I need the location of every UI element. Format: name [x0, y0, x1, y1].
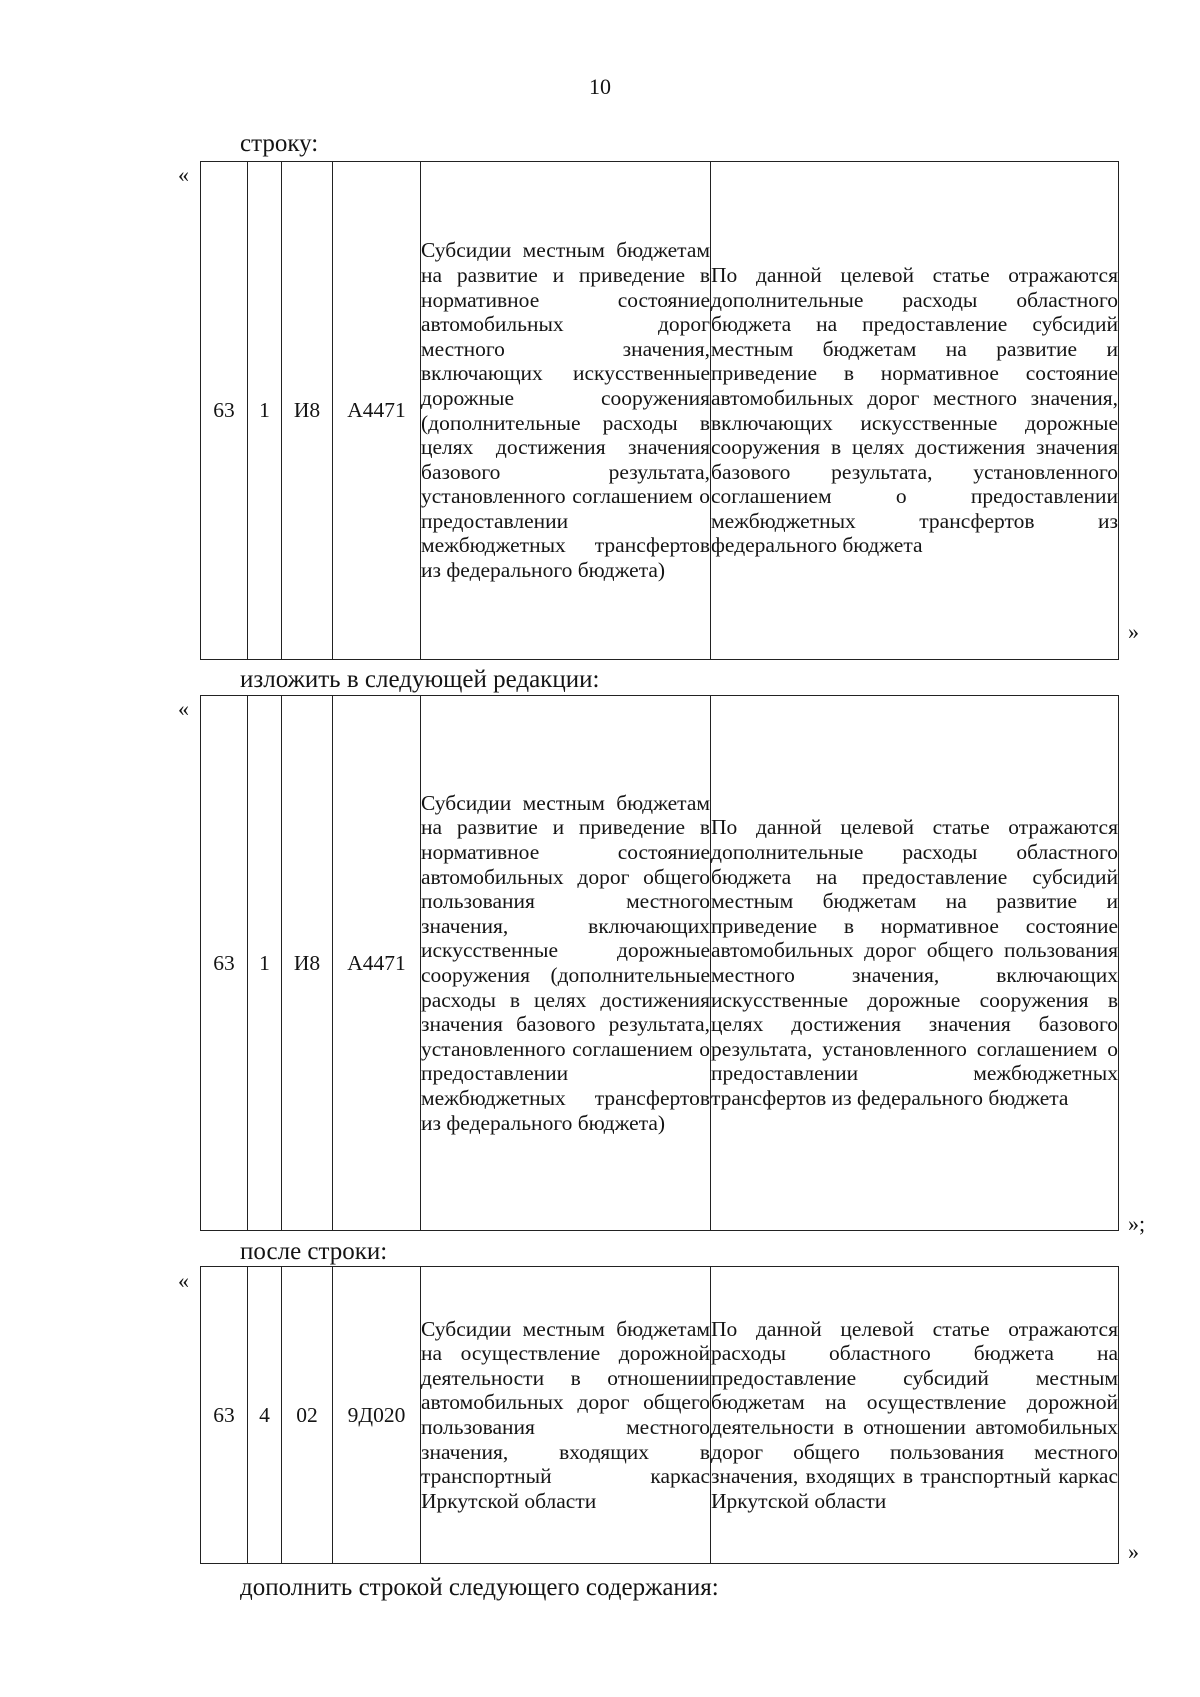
- cell-code-3: 02: [282, 1267, 333, 1564]
- table-row: [201, 162, 1119, 660]
- close-quote: »: [1128, 619, 1139, 644]
- label-append-row: дополнить строкой следующего содержания:: [240, 1574, 719, 1601]
- table-old-row: [200, 161, 1119, 660]
- cell-code-2: 1: [248, 696, 282, 1231]
- cell-name: Субсидии местным бюджетам на развитие и приведение в нормативное состояние автомобильных дорог общего пользования местного значения, включающих искусственные дорожные сооружения (дополнительные расходы в целях достижения значения базового результата, установленного соглашением о предоставлении межбюджетных трансфертов из федерального бюджета): [421, 696, 711, 1231]
- cell-code-3: И8: [282, 162, 333, 660]
- cell-note: По данной целевой статье отражаются расходы областного бюджета на предоставление субсидий местным бюджетам на осуществление дорожной деятельности в отношении автомобильных дорог общего пользования местного значения, входящих в транспортный каркас Иркутской области: [711, 1267, 1119, 1564]
- cell-code-1: 63: [201, 162, 248, 660]
- close-quote-semicolon: »;: [1128, 1211, 1146, 1236]
- cell-code-4: А4471: [333, 162, 421, 660]
- cell-note: По данной целевой статье отражаются дополнительные расходы областного бюджета на предоставление субсидий местным бюджетам на развитие и приведение в нормативное состояние автомобильных дорог местного значения, включающих искусственные дорожные сооружения в целях достижения значения базового результата, установленного соглашением о предоставлении межбюджетных трансфертов из федерального бюджета: [711, 162, 1119, 660]
- table-after-row: [200, 1266, 1119, 1564]
- cell-code-2: 1: [248, 162, 282, 660]
- cell-code-4: 9Д020: [333, 1267, 421, 1564]
- label-new-row: изложить в следующей редакции:: [240, 666, 600, 693]
- table-new-row: [200, 695, 1119, 1231]
- open-quote: «: [178, 1268, 189, 1293]
- label-after-row: после строки:: [240, 1238, 388, 1265]
- cell-code-1: 63: [201, 696, 248, 1231]
- table-row: [201, 696, 1119, 1231]
- open-quote: «: [178, 162, 189, 187]
- open-quote: «: [178, 696, 189, 721]
- cell-name: Субсидии местным бюджетам на развитие и приведение в нормативное состояние автомобильных дорог местного значения, включающих искусственные дорожные сооружения (дополнительные расходы в целях достижения значения базового результата, установленного соглашением о предоставлении межбюджетных трансфертов из федерального бюджета): [421, 162, 711, 660]
- label-old-row: строку:: [240, 130, 319, 157]
- close-quote: »: [1128, 1539, 1139, 1564]
- cell-code-3: И8: [282, 696, 333, 1231]
- cell-code-2: 4: [248, 1267, 282, 1564]
- page-number: 10: [589, 74, 611, 99]
- cell-code-1: 63: [201, 1267, 248, 1564]
- cell-name: Субсидии местным бюджетам на осуществление дорожной деятельности в отношении автомобильных дорог общего пользования местного значения, входящих в транспортный каркас Иркутской области: [421, 1267, 711, 1564]
- cell-note: По данной целевой статье отражаются дополнительные расходы областного бюджета на предоставление субсидий местным бюджетам на развитие и приведение в нормативное состояние автомобильных дорог общего пользования местного значения, включающих искусственные дорожные сооружения в целях достижения значения базового результата, установленного соглашением о предоставлении межбюджетных трансфертов из федерального бюджета: [711, 696, 1119, 1231]
- cell-code-4: А4471: [333, 696, 421, 1231]
- table-row: [201, 1267, 1119, 1564]
